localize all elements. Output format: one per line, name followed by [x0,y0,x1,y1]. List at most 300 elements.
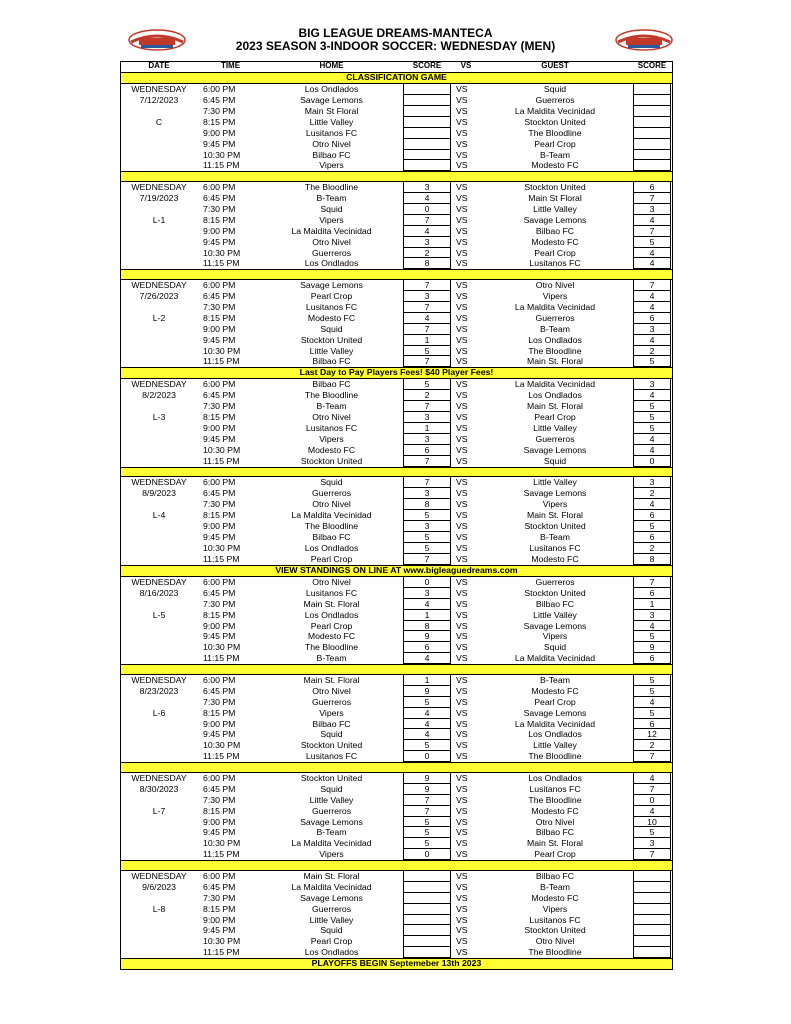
vs-label: VS [456,203,468,214]
vs-label: VS [456,903,468,914]
vs-label: VS [456,434,468,444]
game-time: 11:15 PM [203,849,240,860]
game-time: 6:00 PM [203,772,236,783]
guest-score: 7 [633,784,671,795]
game-time: 6:00 PM [203,379,236,390]
game-time: 8:15 PM [203,805,236,816]
guest-score: 7 [633,849,671,860]
guest-team: Pearl Crop [534,138,576,149]
week-label: L-5 [152,609,166,620]
guest-score: 7 [633,226,671,237]
home-score: 5 [403,379,451,390]
guest-score: 6 [633,182,671,193]
guest-score: 5 [633,237,671,248]
vs-label: VS [456,214,468,225]
vs-label: VS [456,740,468,751]
home-team: Guerreros [311,488,352,499]
vs-label: VS [456,936,468,947]
guest-score: 4 [633,335,671,346]
guest-score: 7 [633,280,671,291]
guest-team: Squid [543,642,567,653]
home-score: 9 [403,784,451,795]
game-time: 9:00 PM [203,816,236,827]
game-time: 9:00 PM [203,521,236,532]
vs-label: VS [456,576,468,587]
vs-label: VS [456,334,468,345]
game-time: 11:15 PM [203,258,240,269]
guest-score: 5 [633,708,671,719]
week-date: 8/23/2023 [139,685,179,696]
guest-team: Pearl Crop [534,247,576,258]
vs-label: VS [456,379,468,390]
home-score: 5 [403,510,451,521]
guest-score: 4 [633,215,671,226]
home-team: Vipers [319,849,344,860]
home-team: Stockton United [300,455,363,466]
home-score: 1 [403,675,451,686]
vs-label: VS [456,444,468,455]
guest-team: Stockton United [524,116,586,127]
home-team: Bilbao FC [312,532,351,542]
guest-team: La Maldita Vecinidad [514,301,596,312]
game-time: 9:45 PM [203,729,236,740]
col-date: DATE [148,61,170,70]
home-score: 4 [403,599,451,610]
home-score: 8 [403,621,451,632]
game-time: 9:45 PM [203,434,236,444]
home-team: Lusitanos FC [305,423,358,434]
guest-team: B-Team [540,149,570,160]
vs-label: VS [456,532,468,542]
week-date: 8/30/2023 [139,783,179,794]
home-score: 7 [403,302,451,313]
home-team: Main St. Floral [303,598,360,609]
vs-label: VS [456,707,468,718]
vs-label: VS [456,553,468,564]
game-time: 8:15 PM [203,707,236,718]
home-score: 7 [403,795,451,806]
vs-label: VS [456,521,468,532]
guest-team: B-Team [540,323,570,334]
guest-score: 5 [633,686,671,697]
week-day: WEDNESDAY [131,870,187,881]
home-score: 7 [403,280,451,291]
home-team: Little Valley [309,345,354,356]
guest-team: Savage Lemons [523,488,587,499]
guest-score: 6 [633,313,671,324]
week-label: C [155,116,163,127]
guest-team: Guerreros [535,576,575,587]
home-score: 5 [403,817,451,828]
guest-team: Vipers [542,290,568,301]
vs-label: VS [456,488,468,499]
guest-score: 5 [633,356,671,367]
game-time: 11:15 PM [203,356,240,367]
home-team: Squid [320,323,343,334]
league-title: BIG LEAGUE DREAMS-MANTECA [298,26,493,40]
home-score: 9 [403,773,451,784]
guest-team: B-Team [540,881,570,892]
game-time: 6:00 PM [203,279,236,290]
game-time: 10:30 PM [203,838,241,849]
home-team: Squid [320,203,343,214]
vs-label: VS [456,301,468,312]
game-time: 7:30 PM [203,499,236,510]
playoffs-banner: PLAYOFFS BEGIN Septemeber 13th 2023 [120,958,673,970]
home-score: 5 [403,346,451,357]
guest-team: The Bloodline [528,751,582,762]
game-time: 9:00 PM [203,914,236,925]
guest-team: Main St Floral [528,192,582,203]
game-time: 7:30 PM [203,301,236,312]
game-time: 10:30 PM [203,247,241,258]
home-score: 0 [403,577,451,588]
guest-team: Squid [543,83,567,94]
home-score: 4 [403,719,451,730]
guest-score: 12 [633,729,671,740]
home-score: 0 [403,204,451,215]
home-team: Pearl Crop [310,936,353,947]
vs-label: VS [456,83,468,94]
guest-score: 6 [633,532,671,543]
vs-label: VS [456,279,468,290]
guest-score: 3 [633,838,671,849]
game-time: 9:00 PM [203,323,236,334]
game-time: 6:45 PM [203,685,236,696]
guest-team: Savage Lemons [523,707,587,718]
vs-label: VS [456,642,468,653]
home-score: 7 [403,356,451,367]
home-score: 2 [403,248,451,259]
home-team: Bilbao FC [312,149,351,160]
week-label: L-6 [152,707,166,718]
home-score: 5 [403,532,451,543]
game-time: 6:00 PM [203,576,236,587]
vs-label: VS [456,827,468,838]
home-score: 1 [403,610,451,621]
home-team: Stockton United [300,772,363,783]
vs-label: VS [456,423,468,434]
game-time: 10:30 PM [203,740,241,751]
game-time: 6:45 PM [203,94,236,105]
vs-label: VS [456,805,468,816]
home-score: 3 [403,521,451,532]
guest-team: La Maldita Vecinidad [514,105,596,116]
home-score: 5 [403,697,451,708]
guest-team: Pearl Crop [534,412,576,423]
home-team: B-Team [316,653,347,664]
guest-score: 2 [633,346,671,357]
vs-label: VS [456,816,468,827]
game-time: 8:15 PM [203,312,236,323]
game-time: 7:30 PM [203,696,236,707]
guest-score: 5 [633,675,671,686]
home-score: 5 [403,827,451,838]
home-score: 4 [403,193,451,204]
game-time: 6:45 PM [203,290,236,301]
guest-score: 4 [633,291,671,302]
guest-team: Otro Nivel [535,279,575,290]
vs-label: VS [456,794,468,805]
week-date: 9/6/2023 [142,881,176,892]
guest-team: Otro Nivel [535,936,575,947]
vs-label: VS [456,412,468,423]
guest-score: 5 [633,827,671,838]
game-time: 6:00 PM [203,674,236,685]
game-time: 11:15 PM [203,455,240,466]
guest-team: Guerreros [535,312,575,323]
home-score: 4 [403,653,451,664]
game-time: 7:30 PM [203,598,236,609]
week-date: 8/2/2023 [142,390,176,401]
home-team: Squid [320,729,343,740]
guest-team: Squid [543,455,567,466]
game-time: 9:45 PM [203,631,236,642]
game-time: 6:00 PM [203,870,236,881]
vs-label: VS [456,247,468,258]
home-score: 7 [403,554,451,565]
home-team: Otro Nivel [312,576,351,587]
game-time: 9:00 PM [203,225,236,236]
guest-team: Otro Nivel [535,816,575,827]
home-team: Lusitanos FC [305,751,358,762]
game-time: 10:30 PM [203,149,241,160]
notice-banner: Last Day to Pay Players Fees! $40 Player Fees! [120,367,673,379]
guest-score: 3 [633,477,671,488]
home-team: Guerreros [311,805,352,816]
vs-label: VS [456,160,468,171]
home-team: Savage Lemons [300,94,363,105]
week-date: 7/19/2023 [139,192,179,203]
game-time: 6:00 PM [203,181,236,192]
vs-label: VS [456,510,468,521]
week-day: WEDNESDAY [131,772,187,783]
home-score: 6 [403,642,451,653]
vs-label: VS [456,323,468,334]
home-team: Los Ondlados [304,83,359,94]
vs-label: VS [456,225,468,236]
home-team: Los Ondlados [304,947,359,958]
guest-score: 4 [633,697,671,708]
home-team: The Bloodline [304,390,359,401]
guest-score: 3 [633,324,671,335]
guest-team: Lusitanos FC [529,258,581,269]
game-time: 9:45 PM [203,827,236,838]
guest-team: Lusitanos FC [529,783,581,794]
guest-team: Bilbao FC [535,225,575,236]
home-team: La Maldita Vecinidad [291,838,372,849]
guest-team: Los Ondlados [528,390,582,401]
home-team: Main St. Floral [303,674,360,685]
vs-label: VS [456,401,468,412]
game-time: 6:45 PM [203,390,236,401]
guest-team: Modesto FC [531,160,579,171]
home-score: 2 [403,390,451,401]
home-team: Vipers [319,214,344,225]
guest-team: Savage Lemons [523,620,587,631]
week-label: L-1 [152,214,166,225]
vs-label: VS [456,587,468,598]
game-time: 7:30 PM [203,203,236,214]
vs-label: VS [456,542,468,553]
vs-label: VS [456,620,468,631]
notice-banner: CLASSIFICATION GAME [120,72,673,84]
game-time: 6:00 PM [203,83,236,94]
vs-label: VS [456,751,468,762]
guest-team: Stockton United [524,521,586,532]
guest-score: 2 [633,488,671,499]
vs-label: VS [456,138,468,149]
guest-team: Los Ondlados [528,729,582,740]
home-team: Los Ondlados [304,258,359,269]
home-score: 3 [403,434,451,445]
vs-label: VS [456,925,468,936]
guest-team: The Bloodline [528,947,582,958]
home-team: Los Ondlados [304,609,359,620]
home-team: Vipers [319,707,344,718]
game-time: 9:00 PM [203,127,236,138]
guest-score: 4 [633,302,671,313]
week-day: WEDNESDAY [131,576,187,587]
home-score: 7 [403,215,451,226]
guest-score: 4 [633,248,671,259]
game-time: 6:45 PM [203,488,236,499]
home-team: Guerreros [311,247,352,258]
guest-team: Little Valley [533,740,577,751]
notice-banner: VIEW STANDINGS ON LINE AT www.bigleaguedreams.com [120,565,673,577]
guest-score: 4 [633,806,671,817]
vs-label: VS [456,312,468,323]
guest-score: 4 [633,773,671,784]
guest-team: Vipers [542,903,568,914]
vs-label: VS [456,685,468,696]
week-date: 7/12/2023 [139,94,179,105]
guest-score: 5 [633,412,671,423]
home-score: 0 [403,751,451,762]
home-team: B-Team [316,192,347,203]
game-time: 10:30 PM [203,936,241,947]
home-score: 9 [403,686,451,697]
vs-label: VS [456,870,468,881]
home-team: Guerreros [311,903,352,914]
guest-team: Guerreros [535,94,575,105]
vs-label: VS [456,127,468,138]
home-score: 3 [403,588,451,599]
home-team: Lusitanos FC [305,587,358,598]
guest-team: Main St. Floral [526,838,583,849]
game-time: 9:00 PM [203,718,236,729]
vs-label: VS [456,356,468,367]
vs-label: VS [456,849,468,860]
home-team: Stockton United [300,740,363,751]
guest-team: Savage Lemons [523,214,587,225]
guest-score: 5 [633,521,671,532]
vs-label: VS [456,609,468,620]
home-team: Otro Nivel [312,412,351,423]
home-score: 3 [403,488,451,499]
guest-team: B-Team [540,532,570,542]
vs-label: VS [456,892,468,903]
home-team: The Bloodline [304,181,359,192]
guest-score: 4 [633,434,671,445]
guest-team: Lusitanos FC [529,914,581,925]
week-day: WEDNESDAY [131,477,187,488]
home-team: Bilbao FC [312,718,351,729]
home-team: Squid [320,925,343,936]
home-team: Pearl Crop [310,290,353,301]
home-team: La Maldita Vecinidad [291,225,372,236]
home-team: Main St. Floral [303,870,360,881]
guest-team: Modesto FC [531,236,579,247]
game-time: 11:15 PM [203,947,240,958]
vs-label: VS [456,653,468,664]
vs-label: VS [456,947,468,958]
vs-label: VS [456,290,468,301]
game-time: 8:15 PM [203,214,236,225]
guest-score: 4 [633,621,671,632]
guest-team: Los Ondlados [528,772,582,783]
home-score: 8 [403,499,451,510]
guest-score: 6 [633,510,671,521]
vs-label: VS [456,455,468,466]
home-team: Vipers [319,434,344,444]
guest-team: Main St. Floral [526,356,583,367]
week-date: 8/16/2023 [139,587,179,598]
home-score: 1 [403,423,451,434]
home-team: Guerreros [311,696,352,707]
game-time: 9:45 PM [203,236,236,247]
week-label: L-4 [152,510,166,521]
col-score-guest: SCORE [637,61,667,70]
game-time: 7:30 PM [203,105,236,116]
home-team: Little Valley [309,794,354,805]
week-label: L-3 [152,412,166,423]
guest-score: 3 [633,379,671,390]
table-frame [120,61,673,970]
home-team: Stockton United [300,334,363,345]
week-date: 8/9/2023 [142,488,176,499]
home-team: Los Ondlados [304,542,359,553]
vs-label: VS [456,94,468,105]
home-score: 1 [403,335,451,346]
guest-team: Stockton United [524,925,586,936]
guest-score: 5 [633,401,671,412]
vs-label: VS [456,674,468,685]
guest-team: Bilbao FC [535,827,575,838]
home-team: Otro Nivel [312,499,351,510]
vs-label: VS [456,477,468,488]
guest-score: 1 [633,599,671,610]
guest-score: 0 [633,795,671,806]
guest-score: 4 [633,445,671,456]
home-score: 7 [403,401,451,412]
guest-team: Bilbao FC [535,870,575,881]
guest-team: Lusitanos FC [529,542,581,553]
guest-score: 2 [633,543,671,554]
home-score: 3 [403,291,451,302]
guest-team: Modesto FC [531,805,579,816]
season-title: 2023 SEASON 3-INDOOR SOCCER: WEDNESDAY (MEN) [235,39,556,53]
vs-label: VS [456,729,468,740]
game-time: 11:15 PM [203,553,240,564]
home-team: Vipers [319,160,344,171]
guest-team: Main St. Floral [526,401,583,412]
guest-team: Little Valley [533,203,577,214]
vs-label: VS [456,838,468,849]
col-score-home: SCORE [412,61,442,70]
vs-label: VS [456,258,468,269]
home-team: B-Team [316,401,347,412]
